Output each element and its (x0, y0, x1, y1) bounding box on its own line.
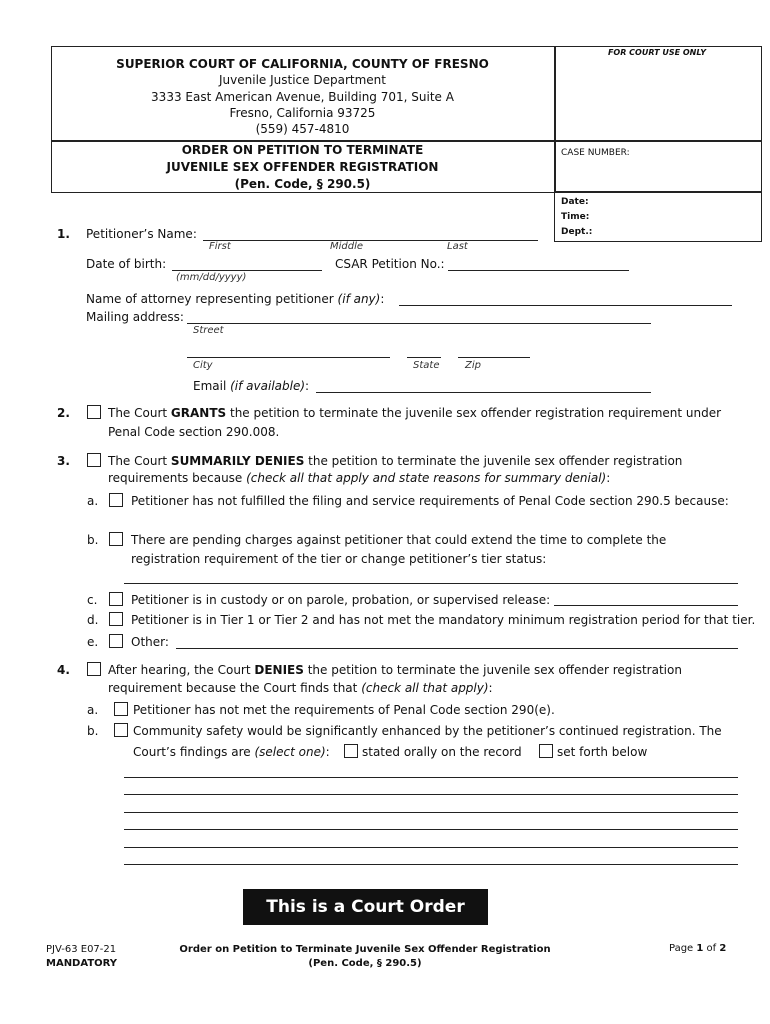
section3-number: 3. (57, 454, 70, 468)
page-total: 2 (719, 943, 727, 954)
denies-line2 (108, 681, 493, 695)
court-use-only-box (554, 46, 762, 142)
section4-number: 4. (57, 663, 70, 677)
item3c-text: Petitioner is in custody or on parole, probation, or supervised release: (131, 593, 551, 607)
item3c-checkbox[interactable] (109, 592, 123, 606)
section2-number: 2. (57, 406, 70, 420)
item3b-letter: b. (87, 533, 99, 547)
grants-checkbox[interactable] (87, 405, 101, 419)
attorney-field[interactable] (399, 305, 732, 306)
form-title-line2: JUVENILE SEX OFFENDER REGISTRATION (166, 160, 439, 174)
email-colon: : (305, 379, 310, 393)
dob-label: Date of birth: (86, 257, 167, 271)
first-name-hint: First (209, 241, 231, 252)
form-title-line1: ORDER ON PETITION TO TERMINATE (181, 143, 424, 157)
denies-text-pre: After hearing, the Court (108, 663, 255, 677)
summarily-line2-hint: (check all that apply and state reasons for summary denial) (246, 471, 607, 485)
email-hint: (if available) (230, 379, 306, 393)
city-field[interactable] (187, 357, 390, 358)
form-title-line3: (Pen. Code, § 290.5) (234, 177, 371, 191)
mandatory-label: MANDATORY (46, 958, 118, 969)
csar-field[interactable] (448, 270, 629, 271)
page-label: Page (669, 943, 697, 954)
case-number-label: CASE NUMBER: (561, 148, 630, 158)
attorney-colon: : (380, 292, 385, 306)
attorney-label: Name of attorney representing petitioner (86, 292, 334, 306)
denies-text-post: the petition to terminate the juvenile sex offender registration (303, 663, 682, 677)
grants-keyword: GRANTS (170, 406, 227, 420)
summarily-denies-text (108, 454, 682, 468)
denies-checkbox[interactable] (87, 662, 101, 676)
street-hint: Street (193, 325, 224, 336)
findings-label-hint: (select one) (254, 745, 326, 759)
item4b-letter: b. (87, 724, 99, 738)
stated-orally-label: stated orally on the record (362, 745, 522, 759)
date-label: Date: (561, 197, 589, 207)
denies-line2-colon: : (488, 681, 493, 695)
form-id: PJV-63 E07-21 (46, 944, 117, 955)
item3b-text-line1: There are pending charges against petitioner that could extend the time to complete the (131, 533, 667, 547)
item3e-other-field[interactable] (176, 648, 738, 649)
denies-line2-hint: (check all that apply) (361, 681, 489, 695)
email-field[interactable] (316, 392, 651, 393)
findings-line-1[interactable] (124, 777, 738, 778)
time-label: Time: (561, 212, 590, 222)
stated-orally-checkbox[interactable] (344, 744, 358, 758)
petitioner-name-field[interactable] (203, 240, 538, 241)
item3d-letter: d. (87, 613, 99, 627)
footer-title-line2: (Pen. Code, § 290.5) (308, 958, 422, 969)
item4a-checkbox[interactable] (114, 702, 128, 716)
findings-line-4[interactable] (124, 829, 738, 830)
last-name-hint: Last (447, 241, 468, 252)
court-use-only-label: FOR COURT USE ONLY (607, 48, 707, 57)
attorney-hint: (if any) (337, 292, 381, 306)
denies-line2-pre: requirement because the Court finds that (108, 681, 362, 695)
item3d-checkbox[interactable] (109, 612, 123, 626)
summarily-denies-line2 (108, 471, 610, 485)
set-forth-below-checkbox[interactable] (539, 744, 553, 758)
item4a-text: Petitioner has not met the requirements of Penal Code section 290(e). (133, 703, 555, 717)
findings-line-3[interactable] (124, 812, 738, 813)
section1-number: 1. (57, 227, 70, 241)
item4b-text-line1: Community safety would be significantly enhanced by the petitioner’s continued registration. The (133, 724, 722, 738)
court-department: Juvenile Justice Department (219, 73, 386, 87)
summarily-line2-colon: : (606, 471, 611, 485)
city-hint: City (193, 360, 213, 371)
item3a-text: Petitioner has not fulfilled the filing and service requirements of Penal Code section 290.5 because: (131, 494, 729, 508)
court-name: SUPERIOR COURT OF CALIFORNIA, COUNTY OF FRESNO (116, 57, 489, 71)
court-city: Fresno, California 93725 (229, 106, 376, 120)
page-indicator (669, 943, 726, 954)
item4a-letter: a. (87, 703, 99, 717)
item3b-text-line2: registration requirement of the tier or change petitioner’s tier status: (131, 552, 547, 566)
zip-field[interactable] (458, 357, 530, 358)
item3a-checkbox[interactable] (109, 493, 123, 507)
denies-keyword: DENIES (254, 663, 304, 677)
grants-text-pre: The Court (108, 406, 171, 420)
summarily-text-pre: The Court (108, 454, 171, 468)
item3e-letter: e. (87, 635, 99, 649)
summarily-line2-pre: requirements because (108, 471, 247, 485)
item4b-text-line2 (133, 745, 330, 759)
court-address: 3333 East American Avenue, Building 701, Suite A (151, 90, 454, 104)
mailing-address-label: Mailing address: (86, 310, 184, 324)
grants-text (108, 406, 721, 420)
findings-line-5[interactable] (124, 847, 738, 848)
item3d-text: Petitioner is in Tier 1 or Tier 2 and has not met the mandatory minimum registration period for that tier. (131, 613, 756, 627)
summarily-denies-checkbox[interactable] (87, 453, 101, 467)
findings-line-2[interactable] (124, 794, 738, 795)
item3e-text: Other: (131, 635, 169, 649)
item3c-letter: c. (87, 593, 98, 607)
item3c-field[interactable] (554, 605, 738, 606)
findings-line-6[interactable] (124, 864, 738, 865)
item3b-reason-field[interactable] (124, 583, 738, 584)
findings-label-pre: Court’s findings are (133, 745, 255, 759)
item3e-checkbox[interactable] (109, 634, 123, 648)
item3b-checkbox[interactable] (109, 532, 123, 546)
set-forth-below-label: set forth below (557, 745, 648, 759)
item3a-letter: a. (87, 494, 99, 508)
zip-hint: Zip (465, 360, 481, 371)
state-field[interactable] (407, 357, 441, 358)
summarily-text-post: the petition to terminate the juvenile sex offender registration (304, 454, 683, 468)
page-number: 1 (696, 943, 704, 954)
item4b-checkbox[interactable] (114, 723, 128, 737)
email-label-row (193, 379, 309, 393)
court-order-banner: This is a Court Order (243, 889, 488, 925)
dob-hint: (mm/dd/yyyy) (176, 272, 247, 283)
findings-label-colon: : (325, 745, 330, 759)
denies-text (108, 663, 682, 677)
attorney-label-row (86, 292, 384, 306)
email-label: Email (193, 379, 227, 393)
state-hint: State (413, 360, 440, 371)
grants-text-post: the petition to terminate the juvenile sex offender registration requirement under (226, 406, 722, 420)
summarily-keyword: SUMMARILY DENIES (170, 454, 305, 468)
middle-name-hint: Middle (330, 241, 364, 252)
court-phone: (559) 457-4810 (255, 122, 350, 136)
dob-field[interactable] (172, 270, 322, 271)
dept-label: Dept.: (561, 227, 593, 237)
csar-label: CSAR Petition No.: (335, 257, 445, 271)
page-of: of (703, 943, 720, 954)
grants-text-line2: Penal Code section 290.008. (108, 425, 280, 439)
footer-title-line1: Order on Petition to Terminate Juvenile Sex Offender Registration (179, 944, 551, 955)
street-field[interactable] (187, 323, 651, 324)
petitioner-name-label: Petitioner’s Name: (86, 227, 197, 241)
